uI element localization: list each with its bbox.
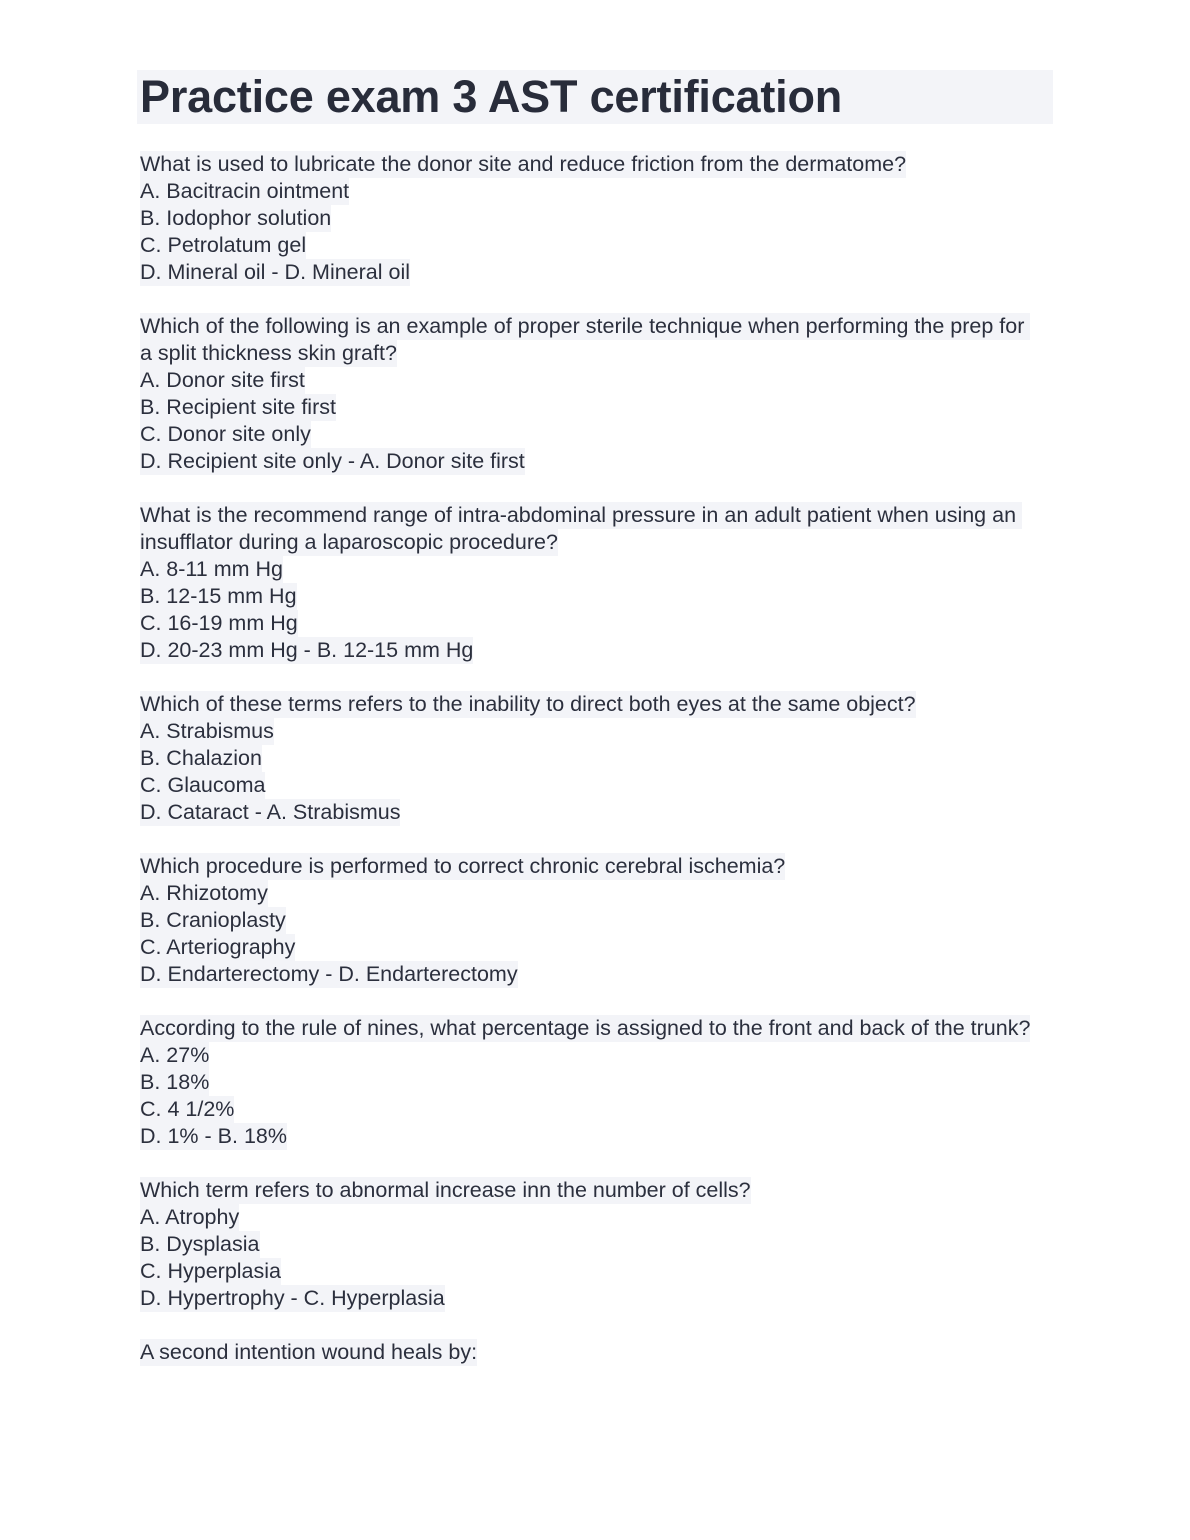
answer-option: C. 4 1/2%: [140, 1097, 235, 1121]
question-item: [140, 691, 1053, 826]
page-title: Practice exam 3 AST certification: [140, 71, 843, 122]
answer-option: A. Bacitracin ointment: [140, 179, 350, 203]
question-text: Which procedure is performed to correct chronic cerebral ischemia?: [140, 854, 786, 878]
question-item: [140, 151, 1053, 286]
answer-option: A. Atrophy: [140, 1205, 240, 1229]
answer-option: B. Cranioplasty: [140, 908, 286, 932]
question-item: [140, 1177, 1053, 1312]
question-text: What is the recommend range of intra-abdominal pressure in an adult patient when using an insufflator during a laparoscopic procedure?: [140, 503, 1023, 554]
answer-option: D. 20-23 mm Hg - B. 12-15 mm Hg: [140, 638, 474, 662]
answer-option: A. Rhizotomy: [140, 881, 268, 905]
answer-option: A. Strabismus: [140, 719, 274, 743]
answer-option: D. Cataract - A. Strabismus: [140, 800, 401, 824]
question-text: Which of these terms refers to the inability to direct both eyes at the same object?: [140, 692, 916, 716]
question-item: [140, 313, 1053, 475]
question-item: [140, 853, 1053, 988]
answer-option: C. Hyperplasia: [140, 1259, 281, 1283]
question-item: [140, 1015, 1053, 1150]
answer-option: B. Recipient site first: [140, 395, 336, 419]
answer-option: C. Donor site only: [140, 422, 311, 446]
answer-option: D. 1% - B. 18%: [140, 1124, 287, 1148]
question-text: What is used to lubricate the donor site and reduce friction from the dermatome?: [140, 152, 907, 176]
question-list: [137, 151, 1053, 1366]
answer-option: B. Iodophor solution: [140, 206, 332, 230]
answer-option: D. Hypertrophy - C. Hyperplasia: [140, 1286, 445, 1310]
question-text: Which term refers to abnormal increase inn the number of cells?: [140, 1178, 751, 1202]
document-page: [137, 70, 1053, 1393]
answer-option: B. Chalazion: [140, 746, 262, 770]
question-item: [140, 1339, 1053, 1366]
answer-option: D. Endarterectomy - D. Endarterectomy: [140, 962, 518, 986]
answer-option: A. 8-11 mm Hg: [140, 557, 283, 581]
question-text: Which of the following is an example of proper sterile technique when performing the prep for a split thickness skin graft?: [140, 314, 1031, 365]
answer-option: B. 12-15 mm Hg: [140, 584, 297, 608]
title-band: [137, 70, 1053, 124]
answer-option: B. Dysplasia: [140, 1232, 260, 1256]
answer-option: A. Donor site first: [140, 368, 305, 392]
answer-option: C. Petrolatum gel: [140, 233, 307, 257]
question-item: [140, 502, 1053, 664]
answer-option: C. Glaucoma: [140, 773, 266, 797]
answer-option: D. Mineral oil - D. Mineral oil: [140, 260, 411, 284]
answer-option: C. 16-19 mm Hg: [140, 611, 298, 635]
question-text: According to the rule of nines, what percentage is assigned to the front and back of the trunk?: [140, 1016, 1031, 1040]
answer-option: A. 27%: [140, 1043, 210, 1067]
question-text: A second intention wound heals by:: [140, 1340, 478, 1364]
answer-option: C. Arteriography: [140, 935, 296, 959]
answer-option: B. 18%: [140, 1070, 210, 1094]
answer-option: D. Recipient site only - A. Donor site first: [140, 449, 525, 473]
